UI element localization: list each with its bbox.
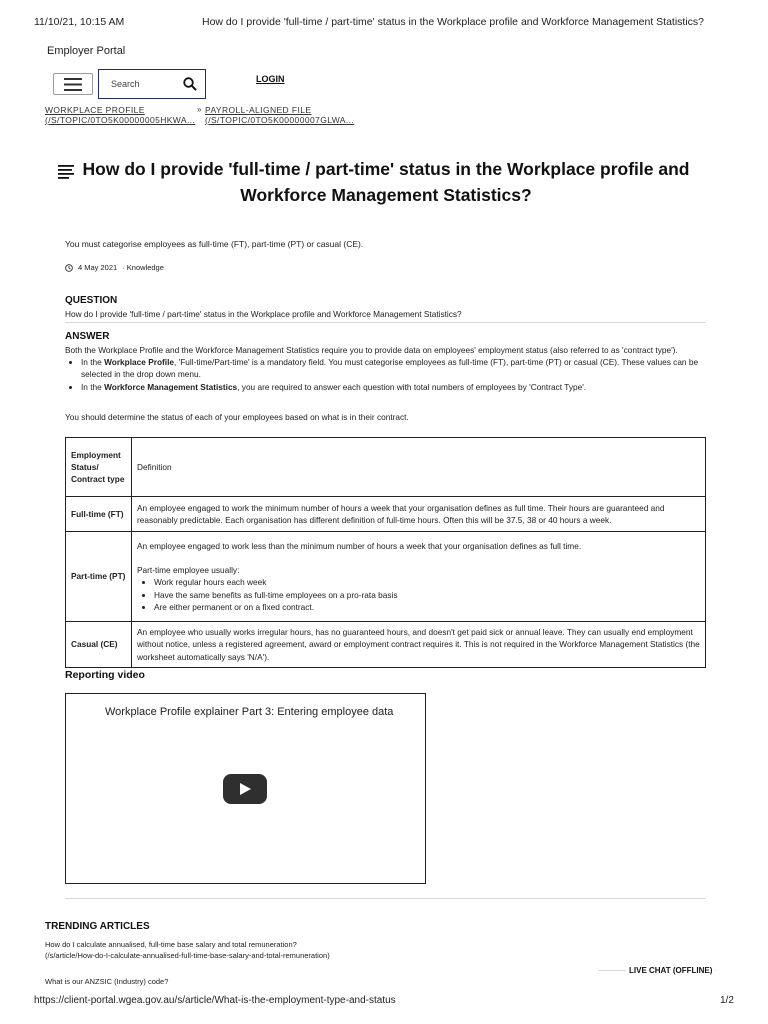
search-input[interactable]: [111, 79, 171, 89]
breadcrumb-path: (/S/TOPIC/0TO5K00000005HKWA...: [45, 115, 196, 125]
trending-article-title: How do I calculate annualised, full-time base salary and total remuneration?: [45, 940, 297, 949]
clock-icon: [65, 264, 73, 272]
article-category: · Knowledge: [122, 263, 164, 272]
question-text: How do I provide 'full-time / part-time' status in the Workplace profile and Workforce Management Statistics?: [65, 309, 462, 319]
answer-list: [65, 356, 705, 393]
trending-article[interactable]: [45, 977, 168, 988]
trending-article[interactable]: [45, 940, 330, 961]
part-time-definition: An employee engaged to work less than the minimum number of hours a week that your organisation defines as full time.: [137, 540, 582, 551]
part-time-usually: Part-time employee usually:: [137, 565, 240, 576]
list-item: • Work regular hours each week: [154, 576, 700, 588]
live-chat-button[interactable]: LIVE CHAT (OFFLINE): [626, 966, 715, 975]
search-button[interactable]: [183, 77, 197, 91]
breadcrumb-workplace-profile[interactable]: [45, 105, 195, 125]
trending-article-path: (/s/article/How-do-I-calculate-annualised-full-time-base-salary-and-total-remuneration): [45, 950, 330, 960]
answer-body: [65, 344, 705, 393]
answer-bullet-workplace-profile: • In the Workplace Profile, 'Full-time/Part-time' is a mandatory field. You must categorise employees as full-time (FT), part-time (PT) or casual (CE). These values can be selected in the drop down menu.: [81, 356, 705, 380]
article-date: 4 May 2021: [78, 263, 118, 272]
search-icon: [183, 77, 197, 91]
table-header-status: Employment Status/ Contract type: [66, 438, 132, 497]
trending-heading: TRENDING ARTICLES: [45, 921, 150, 932]
portal-name: Employer Portal: [47, 45, 126, 57]
table-row-casual: [66, 622, 706, 668]
status-definition: An employee engaged to work the minimum number of hours a week that your organisation defines as full time. Their hours are guaranteed and reasonably predictable. Each organisation has different definition of full-time hours. Often this will be 37.5, 38 or 40 hours a week.: [132, 497, 706, 532]
breadcrumb-label: PAYROLL-ALIGNED FILE: [205, 105, 312, 115]
trending-article-title: What is our ANZSIC (Industry) code?: [45, 977, 169, 986]
table-row-part-time: [66, 532, 706, 622]
divider: [65, 322, 706, 323]
answer-closing: You should determine the status of each of your employees based on what is in their contract.: [65, 412, 409, 422]
status-label: Part-time (PT): [66, 532, 132, 622]
answer-bullet-wms: • In the Workforce Management Statistics, you are required to answer each question with total numbers of employees by 'Contract Type'.: [81, 381, 705, 393]
search-box: [98, 69, 206, 99]
menu-button[interactable]: [53, 73, 93, 95]
answer-heading: ANSWER: [65, 331, 110, 342]
breadcrumb-label: WORKPLACE PROFILE: [45, 105, 145, 115]
table-header-definition: Definition: [132, 438, 706, 497]
play-button[interactable]: [223, 774, 267, 804]
play-icon: [238, 782, 252, 796]
divider: [65, 898, 706, 899]
print-datetime: 11/10/21, 10:15 AM: [34, 16, 125, 28]
login-link[interactable]: LOGIN: [256, 74, 285, 84]
question-heading: QUESTION: [65, 295, 118, 306]
list-item: • Have the same benefits as full-time employees on a pro-rata basis: [154, 589, 700, 601]
print-page-title: How do I provide 'full-time / part-time' status in the Workplace profile and Workforce Management Statistics?: [202, 16, 705, 28]
employment-status-table: [65, 437, 706, 668]
table-row-full-time: [66, 497, 706, 532]
footer-page-number: 1/2: [720, 995, 734, 1006]
article-meta: [65, 263, 164, 272]
breadcrumb-payroll-aligned-file[interactable]: [205, 105, 354, 125]
page-title: How do I provide 'full-time / part-time' status in the Workplace profile and Workforce Management Statistics?: [82, 159, 690, 205]
hamburger-icon: [64, 78, 82, 91]
table-header-row: [66, 438, 706, 497]
part-time-list: [137, 576, 700, 613]
article-summary: You must categorise employees as full-time (FT), part-time (PT) or casual (CE).: [65, 239, 364, 249]
status-definition: An employee who usually works irregular hours, has no guaranteed hours, and doesn't get paid sick or annual leave. They can usually end employment without notice, unless a registered agreement, award or employment contract requires it. This is not required in the Workforce Management Statistics (the worksheet automatically says 'N/A').: [132, 622, 706, 668]
answer-intro: Both the Workplace Profile and the Workforce Management Statistics require you to provide data on employees' employment status (also referred to as 'contract type').: [65, 345, 678, 355]
video-title[interactable]: Workplace Profile explainer Part 3: Entering employee data: [105, 706, 394, 718]
footer-url: https://client-portal.wgea.gov.au/s/article/What-is-the-employment-type-and-status: [34, 995, 396, 1006]
video-heading: Reporting video: [65, 669, 145, 681]
status-definition: [132, 532, 706, 622]
list-item: • Are either permanent or on a fixed contract.: [154, 601, 700, 613]
status-label: Casual (CE): [66, 622, 132, 668]
breadcrumb-separator: »: [197, 105, 202, 114]
status-label: Full-time (FT): [66, 497, 132, 532]
breadcrumb-path: (/S/TOPIC/0TO5K00000007GLWA...: [205, 115, 355, 125]
